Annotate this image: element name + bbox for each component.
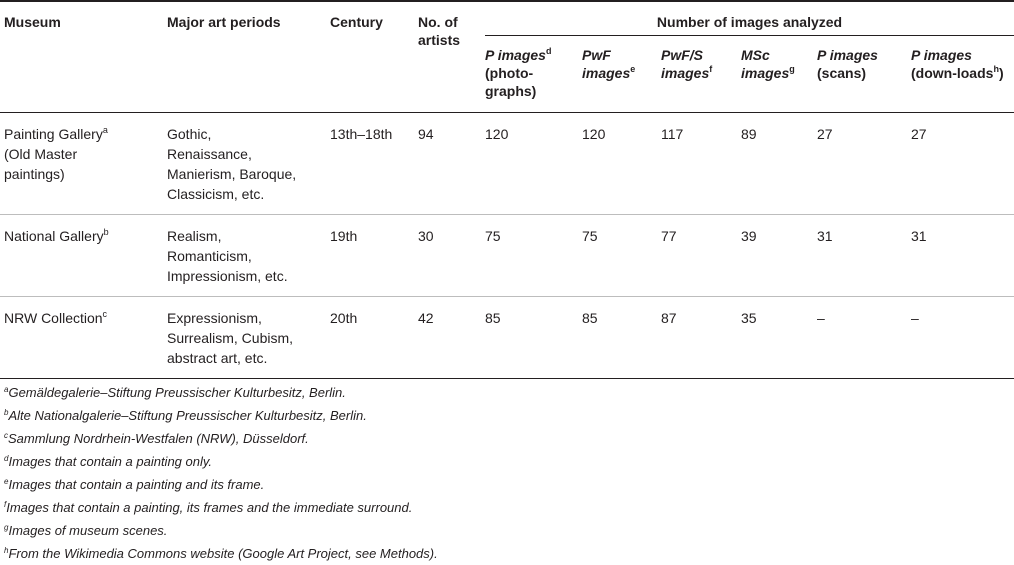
footnote bbox=[0, 473, 1014, 496]
period-line: Classicism, etc. bbox=[167, 186, 265, 202]
cell-periods bbox=[167, 113, 330, 215]
cell-century: 13th–18th bbox=[330, 113, 418, 215]
footnote-text: Images that contain a painting and its frame. bbox=[8, 477, 265, 492]
header-p-images-scans bbox=[817, 36, 911, 113]
header-sub-0-label: P images bbox=[485, 47, 546, 63]
footnote bbox=[0, 404, 1014, 427]
cell-pwf-images: 75 bbox=[582, 215, 661, 297]
header-sub-5-close: ) bbox=[998, 65, 1004, 81]
cell-artists: 94 bbox=[418, 113, 485, 215]
footnote-text: Images of museum scenes. bbox=[8, 523, 168, 538]
period-line: Surrealism, Cubism, bbox=[167, 330, 294, 346]
header-sub-4-line2: (scans) bbox=[817, 65, 867, 81]
header-sub-2-label: PwF/S bbox=[661, 47, 704, 63]
period-line: Renaissance, bbox=[167, 146, 252, 162]
museum-name-line2: (Old Master bbox=[4, 146, 78, 162]
period-line: Romanticism, bbox=[167, 248, 252, 264]
footnote-text: From the Wikimedia Commons website (Google Art Project, see Methods). bbox=[8, 546, 438, 561]
cell-century: 19th bbox=[330, 215, 418, 297]
header-sub-5-sup: h bbox=[993, 64, 999, 74]
cell-p-scans: 31 bbox=[817, 215, 911, 297]
header-museum: Museum bbox=[0, 1, 167, 113]
header-sub-2-line2: images bbox=[661, 65, 710, 81]
cell-p-scans: – bbox=[817, 297, 911, 379]
cell-artists: 42 bbox=[418, 297, 485, 379]
header-sub-1-sup: e bbox=[630, 64, 636, 74]
museum-name-line3: paintings) bbox=[4, 166, 65, 182]
museum-name: National Gallery bbox=[4, 228, 104, 244]
cell-periods bbox=[167, 297, 330, 379]
footnote-mark: f bbox=[4, 500, 7, 509]
cell-p-images: 120 bbox=[485, 113, 582, 215]
period-line: Manierism, Baroque, bbox=[167, 166, 297, 182]
header-sub-3-line2: images bbox=[741, 65, 790, 81]
cell-periods bbox=[167, 215, 330, 297]
header-artists-line2: artists bbox=[418, 32, 461, 48]
footnote bbox=[0, 519, 1014, 542]
cell-p-images: 85 bbox=[485, 297, 582, 379]
header-century: Century bbox=[330, 1, 418, 113]
cell-p-scans: 27 bbox=[817, 113, 911, 215]
cell-pwfs-images: 87 bbox=[661, 297, 741, 379]
header-sub-2-sup: f bbox=[709, 64, 713, 74]
museum-footnote-mark: c bbox=[102, 309, 108, 319]
table-header bbox=[0, 1, 1014, 113]
header-group: Number of images analyzed bbox=[485, 1, 1014, 36]
header-sub-3-label: MSc bbox=[741, 47, 770, 63]
footnote-mark: c bbox=[4, 431, 8, 440]
footnote bbox=[0, 450, 1014, 473]
period-line: Impressionism, etc. bbox=[167, 268, 288, 284]
header-sub-0-line3: graphs) bbox=[485, 83, 537, 99]
header-artists-line1: No. of bbox=[418, 14, 458, 30]
cell-museum bbox=[0, 215, 167, 297]
cell-msc-images: 35 bbox=[741, 297, 817, 379]
table-footnotes bbox=[0, 381, 1014, 565]
cell-pwfs-images: 77 bbox=[661, 215, 741, 297]
period-line: Realism, bbox=[167, 228, 222, 244]
footnote-text: Sammlung Nordrhein-Westfalen (NRW), Düsseldorf. bbox=[8, 431, 309, 446]
cell-p-downloads: – bbox=[911, 297, 1014, 379]
cell-msc-images: 39 bbox=[741, 215, 817, 297]
header-msc-images bbox=[741, 36, 817, 113]
cell-pwf-images: 120 bbox=[582, 113, 661, 215]
cell-museum bbox=[0, 113, 167, 215]
footnote-text: Alte Nationalgalerie–Stiftung Preussischer Kulturbesitz, Berlin. bbox=[8, 408, 367, 423]
footnote-text: Images that contain a painting only. bbox=[8, 454, 213, 469]
footnote bbox=[0, 381, 1014, 404]
header-artists bbox=[418, 1, 485, 113]
cell-museum bbox=[0, 297, 167, 379]
footnote-mark: d bbox=[4, 454, 9, 463]
cell-pwfs-images: 117 bbox=[661, 113, 741, 215]
museum-name: Painting Gallery bbox=[4, 126, 103, 142]
footnote-mark: g bbox=[4, 523, 9, 532]
table-row bbox=[0, 297, 1014, 379]
museum-name: NRW Collection bbox=[4, 310, 103, 326]
table-row bbox=[0, 113, 1014, 215]
header-pwf-images bbox=[582, 36, 661, 113]
footnote bbox=[0, 496, 1014, 519]
museum-footnote-mark: b bbox=[103, 227, 109, 237]
header-sub-1-label: PwF bbox=[582, 47, 611, 63]
footnote-text: Gemäldegalerie–Stiftung Preussischer Kulturbesitz, Berlin. bbox=[8, 385, 346, 400]
footnote-mark: a bbox=[4, 385, 9, 394]
footnote-mark: b bbox=[4, 408, 9, 417]
period-line: Gothic, bbox=[167, 126, 212, 142]
header-sub-1-line2: images bbox=[582, 65, 631, 81]
header-p-images-photographs bbox=[485, 36, 582, 113]
table-row bbox=[0, 215, 1014, 297]
cell-p-downloads: 31 bbox=[911, 215, 1014, 297]
cell-artists: 30 bbox=[418, 215, 485, 297]
period-line: Expressionism, bbox=[167, 310, 262, 326]
cell-p-downloads: 27 bbox=[911, 113, 1014, 215]
header-sub-0-sup: d bbox=[545, 46, 552, 56]
header-periods: Major art periods bbox=[167, 1, 330, 113]
header-p-images-downloads bbox=[911, 36, 1014, 113]
footnote-text: Images that contain a painting, its frames and the immediate surround. bbox=[6, 500, 413, 515]
footnote bbox=[0, 427, 1014, 450]
cell-msc-images: 89 bbox=[741, 113, 817, 215]
header-sub-4-label: P images bbox=[817, 47, 878, 63]
footnote-mark: h bbox=[4, 546, 9, 555]
header-sub-5-line2: (down-loads bbox=[911, 65, 994, 81]
period-line: abstract art, etc. bbox=[167, 350, 268, 366]
header-sub-5-label: P images bbox=[911, 47, 972, 63]
header-sub-0-line2: (photo- bbox=[485, 65, 534, 81]
table-body bbox=[0, 113, 1014, 379]
cell-pwf-images: 85 bbox=[582, 297, 661, 379]
footnote-mark: e bbox=[4, 477, 9, 486]
cell-century: 20th bbox=[330, 297, 418, 379]
museum-footnote-mark: a bbox=[102, 125, 108, 135]
header-sub-3-sup: g bbox=[789, 64, 795, 74]
cell-p-images: 75 bbox=[485, 215, 582, 297]
header-pwfs-images bbox=[661, 36, 741, 113]
